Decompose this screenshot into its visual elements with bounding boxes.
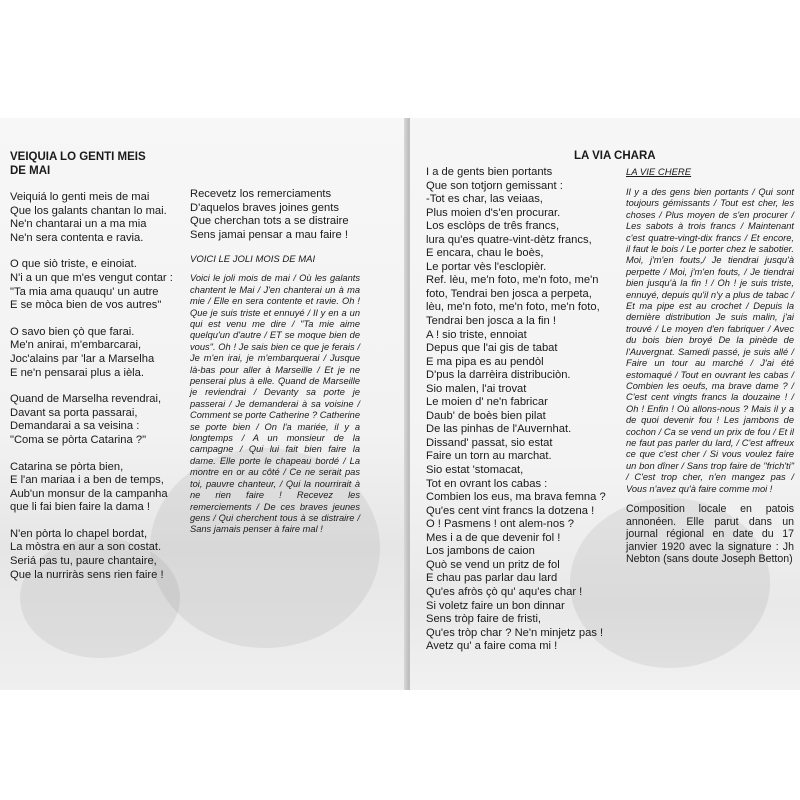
poem-line: Demandarai a sa veisina : [10, 420, 140, 433]
poem-line: Sens tròp faire de fristi, [426, 613, 542, 626]
poem-line: Aub'un monsur de la campanha [10, 487, 168, 500]
poem-line: Que son totjorn gemissant : [426, 179, 563, 192]
poem-line: Faire un torn au marchat. [426, 450, 552, 463]
poem-title: LA VIA CHARA [574, 150, 656, 162]
poem-line: Seriá pas tu, paure chantaire, [10, 555, 157, 568]
poem-title [10, 150, 185, 178]
poem-line: O ! Pasmens ! ont alem-nos ? [426, 518, 574, 531]
poem-line: "Ta mia ama quauqu' un autre [10, 285, 159, 298]
poem-line: Que los galants chantan lo mai. [10, 204, 167, 217]
right-poem-column [426, 166, 626, 654]
poem-line: Quand de Marselha revendrai, [10, 393, 162, 406]
poem-line: Los esclòps de três francs, [426, 220, 560, 233]
poem-line: Tot en ovrant los cabas : [426, 477, 548, 490]
left-second-column [190, 188, 360, 536]
poem-line: Que la nurriràs sens rien faire ! [10, 568, 164, 581]
poem-line: O que siò triste, e einoiat. [10, 258, 137, 271]
left-page [0, 118, 408, 690]
source-note: Composition locale en patois annonéen. Elle parut dans un journal régional en date du 17 janvier 1920 avec la signature : Jh Nebton (sans doute Joseph Betton) [626, 502, 794, 566]
poem-line: E l'an mariaa i a ben de temps, [10, 474, 164, 487]
poem-line: Sio estat 'stomacat, [426, 464, 524, 477]
poem-line: Avetz qu' a faire coma mi ! [426, 640, 558, 653]
poem-title-line: VEIQUIA LO GENTI MEIS [10, 151, 146, 163]
poem-title-line: DE MAI [10, 165, 51, 177]
poem-line: que li fai bien faire la dama ! [10, 501, 150, 514]
poem-line: "Coma se pòrta Catarina ?" [10, 433, 147, 446]
poem-line: Sio malen, l'ai trovat [426, 382, 527, 395]
poem-line: D'aquelos braves joines gents [190, 201, 339, 214]
poem-line: E encara, chau le boès, [426, 247, 544, 260]
poem-line: Plus moien d's'en procurar. [426, 206, 561, 219]
poem-line: Joc'alains par 'lar a Marselha [10, 352, 155, 365]
poem-line: Quò se vend un pritz de fol [426, 558, 560, 571]
poem-line: lura qu'es quatre-vint-dètz francs, [426, 233, 592, 246]
poem-lines [426, 166, 626, 654]
poem-line: La mòstra en aur a son costat. [10, 541, 162, 554]
poem-line: Combien los eus, ma brava femna ? [426, 491, 606, 504]
poem-line: D'pus la darrèira distribuciòn. [426, 369, 571, 382]
poem-line: Le moien d' ne'n fabricar [426, 396, 548, 409]
poem-line: De las pinhas de l'Auvernhat. [426, 423, 572, 436]
translation-title: VOICI LE JOLI MOIS DE MAI [190, 254, 316, 266]
poem-line: Los jambons de caion [426, 545, 535, 558]
poem-line: Dissand' passat, sio estat [426, 436, 553, 449]
right-page [410, 118, 800, 690]
poem-line: Le portar vès l'esclopièr. [426, 260, 547, 273]
poem-line: Si voletz faire un bon dinnar [426, 599, 565, 612]
poem-line: A ! sio triste, ennoiat [426, 328, 527, 341]
poem-line: Mes i a de que devenir fol ! [426, 531, 561, 544]
booklet-spread [0, 118, 800, 690]
poem-stanza [190, 188, 360, 242]
right-second-column [574, 149, 794, 566]
poem-line: Veiquiá lo genti meis de mai [10, 191, 150, 203]
poem-line: Ne'n sera contenta e ravia. [10, 231, 144, 244]
poem-line: Sens jamai pensar a mau faire ! [190, 228, 348, 241]
poem-line: Ref. lèu, me'n foto, me'n foto, me'n [426, 274, 599, 287]
poem-line: Que cherchan tots a se distraire [190, 215, 349, 228]
poem-line: E ne'n pensarai plus a ièla. [10, 366, 144, 379]
poem-line: N'en pòrta lo chapel bordat, [10, 527, 148, 540]
translation-text: Il y a des gens bien portants / Qui sont toujours gémissants / Tout est cher, les choses / Plus moyen de s'en procurer / Les sabots à trois francs / Maintenant c'est quatre-vingt-dix francs / Et encore, il faut le bois / Le porter chez le sabotier. Moi, j'm'en fouts,/ Je tiendrai jusqu'à perpette / Moi, j'm'en fouts, / Je tiendrai bien jusqu'à la fin ! / Oh ! je suis triste, ennuyé, depuis qu'il n'y a plus de tabac / Et ma pipe est au crochet / Depuis la dernière distribution Je suis malin, j'ai trouvé / Le moyen d'en fabriquer / Avec du bois bien broyé De la pinède de l'Auvergnat. Samedi passé, je suis allé / Faire un tour au marché / J'ai été estomaqué / Tout en ouvrant les cabas / Combien les oeufs, ma brave dame ? / C'est cent vingts francs la douzaine ! / Oh ! Enfin ! Où allons-nous ? Mais il y a de quoi devenir fou ! Les jambons de cochon / Ca se vend un prix de fou / Et il ne faut pas parler du lard, / C'est affreux ce que c'est cher / Si vous voulez faire un bon dîner / Sans trop faire de "frich'ti" / C'est trop cher, n'en mangez pas / Vous n'avez qu'à faire comme moi ! [626, 187, 794, 494]
poem-stanzas [10, 191, 185, 582]
poem-line: Tendrai ben josca a la fin ! [426, 315, 556, 328]
poem-line: I a de gents bien portants [426, 166, 553, 178]
poem-line: -Tot es char, las veiaas, [426, 193, 543, 206]
poem-line: Catarina se pòrta bien, [10, 460, 124, 473]
poem-line: Qu'es afròs çò qu' aqu'es char ! [426, 585, 583, 598]
poem-line: Me'n anirai, m'embarcarai, [10, 339, 142, 352]
poem-line: Ne'n chantarai un a ma mia [10, 218, 147, 231]
poem-line: foto, Tendrai ben josca a perpeta, [426, 287, 592, 300]
poem-line: Recevetz los remerciaments [190, 188, 332, 200]
translation-text: Voici le joli mois de mai / Où les galants chantent le Mai / J'en chanterai un à ma mie / Elle en sera contente et ravie. Oh ! Que je suis triste et ennuyé / Il y en a un qui est venu me dire / "Ta mie aime quelqu'un d'autre / ET se moque bien de vous". Oh ! Je sais bien ce que je ferais / Je m'en irai, je m'embarquerai / Jusque là-bas pour aller à Marseille / Et je ne penserai plus à elle. Quand de Marseille je reviendrai / Devanty sa porte je passerai / Je demanderai à sa voisine / Comment se porte Catherine ? Catherine se porte bien / On l'a mariée, il y a longtemps / A un monsieur de la campagne / Qui lui fait bien faire la dame. Elle porte le chapeau bordé / La montre en or au côté / Ce ne serait pas toi, pauvre chanteur, / Qui la nourrirait à ne rien faire ! Recevez les remerciements / De ces braves jeunes gens / Qui cherchent tous à se distraire / Sans jamais penser à faire mal ! [190, 273, 361, 535]
poem-line: Qu'es cent vint francs la dotzena ! [426, 504, 595, 517]
left-poem-column [10, 150, 185, 582]
translation-title: LA VIE CHERE [626, 167, 692, 178]
poem-line: E se mòca bien de vos autres" [10, 299, 162, 312]
poem-line: Depus que l'ai gis de tabat [426, 342, 558, 355]
poem-line: Daub' de boès bien pilat [426, 409, 546, 422]
poem-line: Davant sa porta passarai, [10, 406, 138, 419]
poem-line: lèu, me'n foto, me'n foto, me'n foto, [426, 301, 600, 314]
poem-line: Qu'es tròp char ? Ne'n minjetz pas ! [426, 626, 604, 639]
poem-line: N'i a un que m'es vengut contar : [10, 271, 173, 284]
poem-line: O savo bien çò que farai. [10, 325, 135, 338]
poem-line: E chau pas parlar dau lard [426, 572, 558, 585]
poem-line: E ma pipa es au pendòl [426, 355, 544, 368]
